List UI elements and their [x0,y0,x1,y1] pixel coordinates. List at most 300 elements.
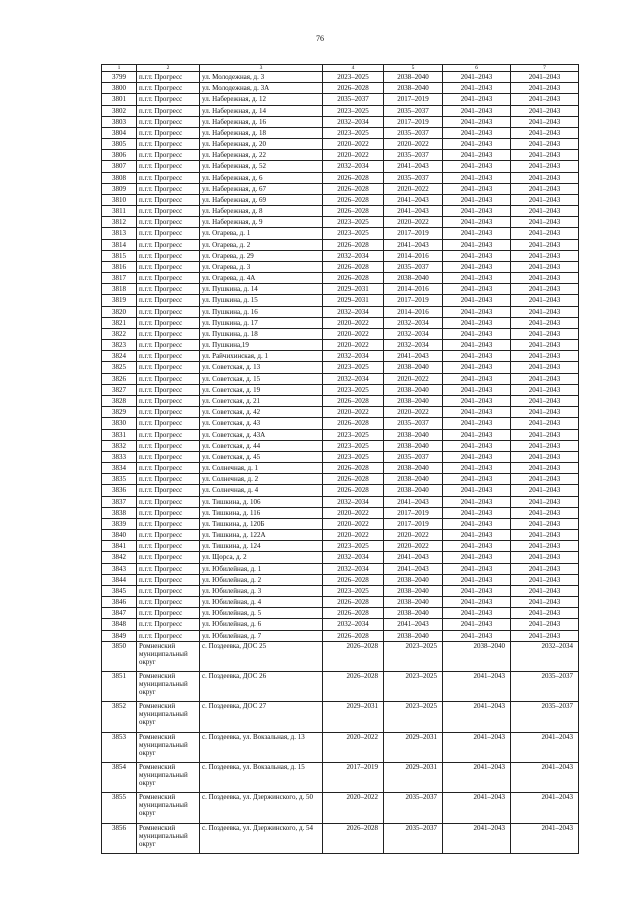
row-number-cell: 3808 [102,172,137,183]
period-cell: 2041–2043 [443,261,511,272]
locality-cell: п.г.т. Прогресс [137,206,200,217]
address-cell: ул. Юбилейная, д. 1 [200,563,323,574]
period-cell: 2020–2022 [323,407,384,418]
row-number-cell: 3851 [102,672,137,702]
period-cell: 2041–2043 [511,451,579,462]
row-number-cell: 3845 [102,585,137,596]
period-cell: 2041–2043 [384,619,443,630]
locality-cell: п.г.т. Прогресс [137,362,200,373]
period-cell: 2023–2025 [323,217,384,228]
address-cell: ул. Пушкина, д. 14 [200,284,323,295]
table-row [102,362,579,373]
period-cell: 2041–2043 [443,541,511,552]
period-cell: 2023–2025 [384,702,443,732]
locality-cell: п.г.т. Прогресс [137,418,200,429]
period-cell: 2026–2028 [323,672,384,702]
period-cell: 2041–2043 [443,518,511,529]
period-cell: 2041–2043 [443,463,511,474]
period-cell: 2041–2043 [443,574,511,585]
period-cell: 2026–2028 [323,83,384,94]
table-row [102,563,579,574]
period-cell: 2038–2040 [384,608,443,619]
period-cell: 2020–2022 [384,183,443,194]
period-cell: 2041–2043 [443,672,511,702]
period-cell: 2020–2022 [384,407,443,418]
locality-cell: Ромненский муниципальный округ [137,732,200,762]
period-cell: 2041–2043 [511,127,579,138]
table-row [102,793,579,823]
address-cell: ул. Советская, д. 45 [200,451,323,462]
period-cell: 2041–2043 [511,418,579,429]
row-number-cell: 3830 [102,418,137,429]
column-number: 1 [102,65,137,72]
row-number-cell: 3804 [102,127,137,138]
table-row [102,619,579,630]
address-cell: ул. Советская, д. 15 [200,373,323,384]
table-row [102,630,579,641]
period-cell: 2041–2043 [511,295,579,306]
period-cell: 2041–2043 [511,608,579,619]
period-cell: 2023–2025 [323,429,384,440]
period-cell: 2041–2043 [511,496,579,507]
table-row [102,574,579,585]
period-cell: 2041–2043 [511,574,579,585]
row-number-cell: 3814 [102,239,137,250]
period-cell: 2014–2016 [384,284,443,295]
row-number-cell: 3817 [102,273,137,284]
period-cell: 2038–2040 [384,440,443,451]
period-cell: 2026–2028 [323,172,384,183]
address-cell: ул. Юбилейная, д. 5 [200,608,323,619]
period-cell: 2041–2043 [443,194,511,205]
address-cell: ул. Советская, д. 43А [200,429,323,440]
period-cell: 2041–2043 [443,732,511,762]
table-row [102,306,579,317]
address-cell: с. Поздеевка, ул. Вокзальная, д. 13 [200,732,323,762]
period-cell: 2026–2028 [323,474,384,485]
locality-cell: Ромненский муниципальный округ [137,762,200,792]
locality-cell: п.г.т. Прогресс [137,563,200,574]
locality-cell: п.г.т. Прогресс [137,273,200,284]
period-cell: 2017–2019 [384,295,443,306]
table-row [102,672,579,702]
period-cell: 2026–2028 [323,395,384,406]
table-row [102,317,579,328]
address-cell: с. Поздеевка, ДОС 26 [200,672,323,702]
column-number: 7 [511,65,579,72]
locality-cell: п.г.т. Прогресс [137,183,200,194]
address-cell: ул. Набережная, д. 67 [200,183,323,194]
period-cell: 2041–2043 [511,139,579,150]
table-row [102,183,579,194]
period-cell: 2026–2028 [323,641,384,671]
period-cell: 2038–2040 [384,362,443,373]
row-number-cell: 3854 [102,762,137,792]
period-cell: 2041–2043 [511,474,579,485]
address-cell: ул. Пушкина, д. 15 [200,295,323,306]
table-row [102,206,579,217]
table-row [102,351,579,362]
period-cell: 2023–2025 [323,127,384,138]
period-cell: 2041–2043 [511,172,579,183]
period-cell: 2020–2022 [384,373,443,384]
address-cell: с. Поздеевка, ДОС 27 [200,702,323,732]
address-cell: ул. Огарева, д. 4А [200,273,323,284]
period-cell: 2041–2043 [511,563,579,574]
period-cell: 2023–2025 [323,440,384,451]
period-cell: 2041–2043 [443,384,511,395]
address-cell: ул. Советская, д. 43 [200,418,323,429]
period-cell: 2041–2043 [443,451,511,462]
period-cell: 2041–2043 [443,440,511,451]
locality-cell: п.г.т. Прогресс [137,541,200,552]
table-row [102,641,579,671]
locality-cell: п.г.т. Прогресс [137,608,200,619]
row-number-cell: 3811 [102,206,137,217]
period-cell: 2041–2043 [511,306,579,317]
table-row [102,530,579,541]
period-cell: 2041–2043 [443,793,511,823]
address-cell: ул. Молодежная, д. 3 [200,72,323,83]
locality-cell: п.г.т. Прогресс [137,485,200,496]
period-cell: 2041–2043 [384,552,443,563]
table-row [102,463,579,474]
locality-cell: п.г.т. Прогресс [137,284,200,295]
address-cell: ул. Тишкина, д. 122А [200,530,323,541]
period-cell: 2041–2043 [511,261,579,272]
period-cell: 2023–2025 [323,451,384,462]
address-cell: ул. Юбилейная, д. 4 [200,597,323,608]
table-row [102,585,579,596]
period-cell: 2041–2043 [384,161,443,172]
table-row [102,762,579,792]
period-cell: 2041–2043 [443,619,511,630]
locality-cell: п.г.т. Прогресс [137,194,200,205]
table-row [102,429,579,440]
address-cell: ул. Советская, д. 19 [200,384,323,395]
period-cell: 2020–2022 [323,150,384,161]
period-cell: 2041–2043 [511,384,579,395]
period-cell: 2041–2043 [443,150,511,161]
address-cell: ул. Набережная, д. 8 [200,206,323,217]
table-row [102,451,579,462]
period-cell: 2041–2043 [511,463,579,474]
period-cell: 2041–2043 [511,407,579,418]
table-row [102,105,579,116]
period-cell: 2041–2043 [511,217,579,228]
table-row [102,161,579,172]
period-cell: 2041–2043 [511,585,579,596]
row-number-cell: 3842 [102,552,137,563]
period-cell: 2029–2031 [323,295,384,306]
row-number-cell: 3841 [102,541,137,552]
row-number-cell: 3848 [102,619,137,630]
period-cell: 2041–2043 [511,239,579,250]
row-number-cell: 3815 [102,250,137,261]
period-cell: 2041–2043 [443,72,511,83]
row-number-cell: 3844 [102,574,137,585]
locality-cell: п.г.т. Прогресс [137,429,200,440]
row-number-cell: 3849 [102,630,137,641]
locality-cell: п.г.т. Прогресс [137,351,200,362]
table-row [102,340,579,351]
period-cell: 2020–2022 [384,217,443,228]
row-number-cell: 3843 [102,563,137,574]
period-cell: 2026–2028 [323,261,384,272]
locality-cell: п.г.т. Прогресс [137,94,200,105]
period-cell: 2041–2043 [443,608,511,619]
address-cell: ул. Пушкина,19 [200,340,323,351]
address-cell: ул. Юбилейная, д. 2 [200,574,323,585]
locality-cell: п.г.т. Прогресс [137,552,200,563]
period-cell: 2032–2034 [323,552,384,563]
period-cell: 2035–2037 [384,172,443,183]
address-cell: ул. Набережная, д. 20 [200,139,323,150]
address-cell: ул. Солнечная, д. 2 [200,474,323,485]
table-row [102,518,579,529]
period-cell: 2041–2043 [443,161,511,172]
period-cell: 2029–2031 [384,732,443,762]
locality-cell: п.г.т. Прогресс [137,440,200,451]
row-number-cell: 3847 [102,608,137,619]
locality-cell: п.г.т. Прогресс [137,474,200,485]
row-number-cell: 3828 [102,395,137,406]
column-number: 6 [443,65,511,72]
period-cell: 2020–2022 [323,518,384,529]
period-cell: 2023–2025 [384,672,443,702]
row-number-cell: 3809 [102,183,137,194]
table-row [102,228,579,239]
address-cell: ул. Тишкина, д. 116 [200,507,323,518]
period-cell: 2023–2025 [323,384,384,395]
table-row [102,552,579,563]
locality-cell: Ромненский муниципальный округ [137,823,200,853]
period-cell: 2032–2034 [384,317,443,328]
period-cell: 2041–2043 [384,239,443,250]
table-row [102,194,579,205]
row-number-cell: 3835 [102,474,137,485]
period-cell: 2041–2043 [443,702,511,732]
period-cell: 2041–2043 [511,150,579,161]
locality-cell: п.г.т. Прогресс [137,407,200,418]
period-cell: 2041–2043 [443,474,511,485]
period-cell: 2017–2019 [384,507,443,518]
row-number-cell: 3829 [102,407,137,418]
period-cell: 2041–2043 [443,563,511,574]
period-cell: 2041–2043 [443,530,511,541]
period-cell: 2035–2037 [511,672,579,702]
period-cell: 2041–2043 [443,306,511,317]
period-cell: 2026–2028 [323,273,384,284]
column-number: 2 [137,65,200,72]
period-cell: 2032–2034 [323,563,384,574]
table-row [102,139,579,150]
row-number-cell: 3802 [102,105,137,116]
period-cell: 2041–2043 [443,507,511,518]
locality-cell: п.г.т. Прогресс [137,150,200,161]
address-cell: ул. Набережная, д. 14 [200,105,323,116]
period-cell: 2041–2043 [511,340,579,351]
period-cell: 2023–2025 [323,228,384,239]
row-number-cell: 3805 [102,139,137,150]
row-number-cell: 3820 [102,306,137,317]
period-cell: 2038–2040 [384,597,443,608]
period-cell: 2041–2043 [443,94,511,105]
locality-cell: Ромненский муниципальный округ [137,672,200,702]
column-number: 5 [384,65,443,72]
address-cell: ул. Набережная, д. 22 [200,150,323,161]
row-number-cell: 3840 [102,530,137,541]
row-number-cell: 3850 [102,641,137,671]
period-cell: 2017–2019 [384,116,443,127]
period-cell: 2020–2022 [323,317,384,328]
period-cell: 2020–2022 [323,793,384,823]
housing-repair-schedule-table [101,64,579,854]
locality-cell: п.г.т. Прогресс [137,217,200,228]
period-cell: 2035–2037 [384,105,443,116]
address-cell: ул. Набережная, д. 6 [200,172,323,183]
table-row [102,732,579,762]
locality-cell: Ромненский муниципальный округ [137,702,200,732]
period-cell: 2041–2043 [511,161,579,172]
table-row [102,94,579,105]
table-row [102,72,579,83]
row-number-cell: 3799 [102,72,137,83]
locality-cell: п.г.т. Прогресс [137,83,200,94]
address-cell: ул. Пушкина, д. 16 [200,306,323,317]
period-cell: 2023–2025 [384,641,443,671]
locality-cell: п.г.т. Прогресс [137,597,200,608]
table-row [102,284,579,295]
address-cell: ул. Пушкина, д. 18 [200,328,323,339]
address-cell: ул. Набережная, д. 12 [200,94,323,105]
period-cell: 2023–2025 [323,585,384,596]
address-cell: ул. Молодежная, д. 3А [200,83,323,94]
row-number-cell: 3838 [102,507,137,518]
period-cell: 2035–2037 [384,823,443,853]
table-body [102,72,579,854]
period-cell: 2026–2028 [323,194,384,205]
table-row [102,83,579,94]
address-cell: с. Поздеевка, ул. Дзержинского, д. 50 [200,793,323,823]
period-cell: 2038–2040 [384,463,443,474]
period-cell: 2020–2022 [323,139,384,150]
period-cell: 2041–2043 [443,116,511,127]
column-number-row [102,65,579,72]
row-number-cell: 3856 [102,823,137,853]
period-cell: 2020–2022 [323,507,384,518]
table-row [102,418,579,429]
row-number-cell: 3855 [102,793,137,823]
period-cell: 2041–2043 [443,317,511,328]
period-cell: 2041–2043 [511,507,579,518]
period-cell: 2041–2043 [511,273,579,284]
locality-cell: п.г.т. Прогресс [137,127,200,138]
locality-cell: п.г.т. Прогресс [137,395,200,406]
locality-cell: п.г.т. Прогресс [137,373,200,384]
table-row [102,608,579,619]
row-number-cell: 3818 [102,284,137,295]
locality-cell: п.г.т. Прогресс [137,261,200,272]
period-cell: 2041–2043 [443,284,511,295]
table-row [102,261,579,272]
period-cell: 2041–2043 [511,429,579,440]
row-number-cell: 3821 [102,317,137,328]
period-cell: 2038–2040 [384,574,443,585]
period-cell: 2041–2043 [511,284,579,295]
row-number-cell: 3831 [102,429,137,440]
period-cell: 2041–2043 [384,194,443,205]
page-number: 76 [316,34,324,43]
period-cell: 2041–2043 [384,206,443,217]
column-number: 3 [200,65,323,72]
period-cell: 2014–2016 [384,306,443,317]
period-cell: 2023–2025 [323,105,384,116]
row-number-cell: 3823 [102,340,137,351]
period-cell: 2041–2043 [443,418,511,429]
period-cell: 2041–2043 [443,429,511,440]
locality-cell: п.г.т. Прогресс [137,317,200,328]
address-cell: ул. Советская, д. 42 [200,407,323,418]
locality-cell: п.г.т. Прогресс [137,239,200,250]
table-row [102,217,579,228]
table-row [102,597,579,608]
period-cell: 2026–2028 [323,608,384,619]
address-cell: ул. Огарева, д. 1 [200,228,323,239]
row-number-cell: 3801 [102,94,137,105]
row-number-cell: 3800 [102,83,137,94]
locality-cell: п.г.т. Прогресс [137,105,200,116]
period-cell: 2035–2037 [384,150,443,161]
period-cell: 2041–2043 [511,116,579,127]
locality-cell: п.г.т. Прогресс [137,630,200,641]
period-cell: 2017–2019 [384,228,443,239]
period-cell: 2041–2043 [443,351,511,362]
period-cell: 2035–2037 [384,451,443,462]
row-number-cell: 3853 [102,732,137,762]
period-cell: 2035–2037 [384,793,443,823]
period-cell: 2038–2040 [384,429,443,440]
period-cell: 2041–2043 [511,518,579,529]
period-cell: 2041–2043 [384,351,443,362]
period-cell: 2041–2043 [511,732,579,762]
table-row [102,150,579,161]
period-cell: 2041–2043 [511,94,579,105]
table-row [102,384,579,395]
row-number-cell: 3819 [102,295,137,306]
period-cell: 2038–2040 [384,585,443,596]
locality-cell: п.г.т. Прогресс [137,306,200,317]
period-cell: 2023–2025 [323,362,384,373]
period-cell: 2020–2022 [323,328,384,339]
period-cell: 2041–2043 [443,496,511,507]
locality-cell: п.г.т. Прогресс [137,172,200,183]
period-cell: 2041–2043 [511,541,579,552]
period-cell: 2023–2025 [323,72,384,83]
period-cell: 2041–2043 [443,206,511,217]
table-row [102,474,579,485]
period-cell: 2023–2025 [323,541,384,552]
row-number-cell: 3812 [102,217,137,228]
period-cell: 2038–2040 [384,384,443,395]
row-number-cell: 3832 [102,440,137,451]
period-cell: 2032–2034 [323,250,384,261]
address-cell: с. Поздеевка, ул. Дзержинского, д. 54 [200,823,323,853]
period-cell: 2041–2043 [443,585,511,596]
table-row [102,250,579,261]
period-cell: 2041–2043 [511,530,579,541]
period-cell: 2035–2037 [384,261,443,272]
